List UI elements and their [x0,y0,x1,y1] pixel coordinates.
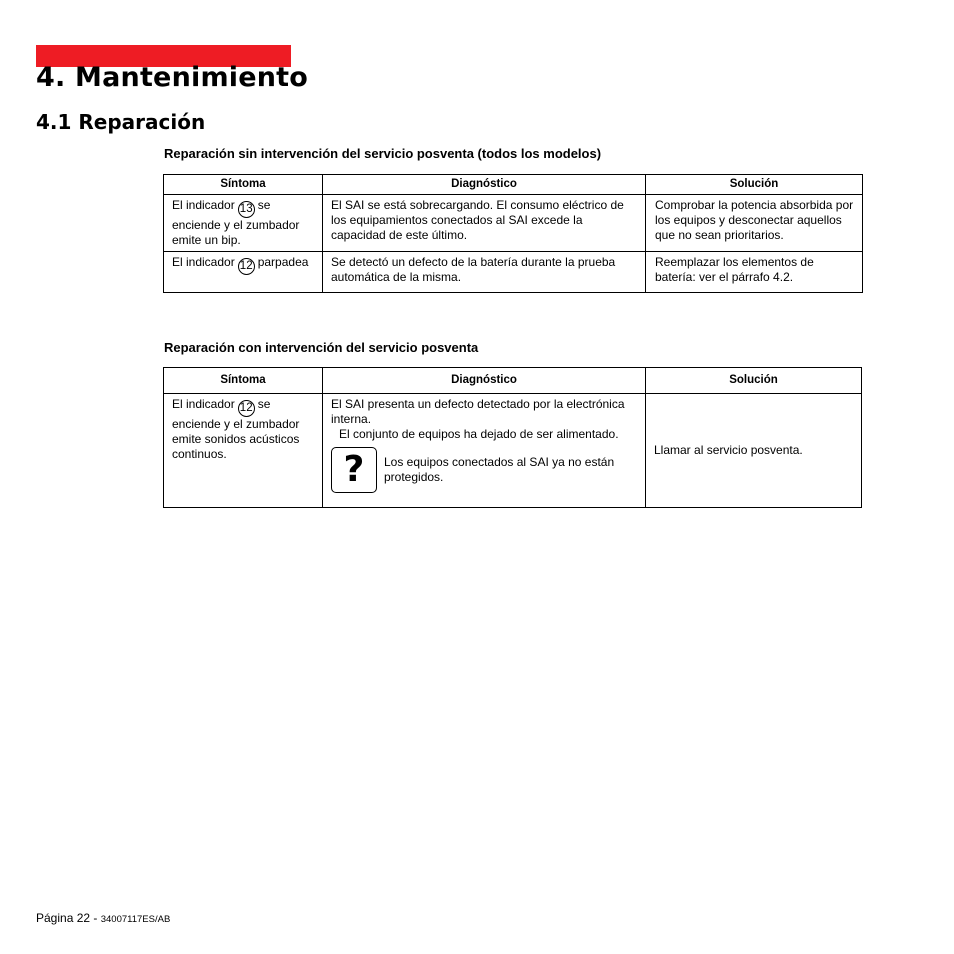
symptom-text: El indicador [172,397,235,411]
page-footer [36,911,170,925]
header-diagnosis: Diagnóstico [323,368,646,394]
question-mark-icon: ? [331,447,377,493]
indicator-number-badge: 12 [238,400,255,417]
warning-note [331,447,638,493]
diagnosis-text: El SAI presenta un defecto detectado por la electrónica interna. [331,397,625,426]
diagnosis-cell [323,394,646,508]
header-solution: Solución [646,175,863,195]
table1-title: Reparación sin intervención del servicio posventa (todos los modelos) [164,146,602,161]
document-code: 34007117ES/AB [100,914,171,925]
symptom-cell [164,195,323,252]
diagnosis-cell: El SAI se está sobrecargando. El consumo eléctrico de los equipamientos conectados al SAI excede la capacidad de este último. [323,195,646,252]
solution-cell: Reemplazar los elementos de batería: ver el párrafo 4.2. [646,252,863,293]
table-header-row [164,175,863,195]
section-heading: 4.1 Reparación [36,110,206,134]
header-diagnosis: Diagnóstico [323,175,646,195]
page-number: Página 22 - [36,911,98,925]
table-row [164,252,863,293]
header-symptom: Síntoma [164,175,323,195]
symptom-text: se enciende y el zumbador emite sonidos acústicos continuos. [172,397,300,461]
symptom-text: se enciende y el zumbador emite un bip. [172,198,300,247]
solution-cell: Comprobar la potencia absorbida por los equipos y desconectar aquellos que no sean prioritarios. [646,195,863,252]
table-row [164,195,863,252]
header-symptom: Síntoma [164,368,323,394]
table2-title: Reparación con intervención del servicio posventa [164,340,479,355]
chapter-title: 4. Mantenimiento [36,62,309,93]
diagnosis-cell: Se detectó un defecto de la batería durante la prueba automática de la misma. [323,252,646,293]
header-solution: Solución [646,368,862,394]
repair-table-with-service [163,367,862,508]
symptom-cell [164,394,323,508]
table-header-row [164,368,862,394]
repair-table-no-service [163,174,863,293]
symptom-text: El indicador [172,198,235,212]
symptom-text: parpadea [257,255,309,269]
symptom-cell [164,252,323,293]
table-row [164,394,862,508]
warning-text: Los equipos conectados al SAI ya no están protegidos. [384,455,615,484]
indicator-number-badge: 13 [238,201,255,218]
solution-cell: Llamar al servicio posventa. [646,394,862,508]
symptom-text: El indicador [172,255,235,269]
indicator-number-badge: 12 [238,258,255,275]
diagnosis-text: El conjunto de equipos ha dejado de ser alimentado. [339,427,619,441]
